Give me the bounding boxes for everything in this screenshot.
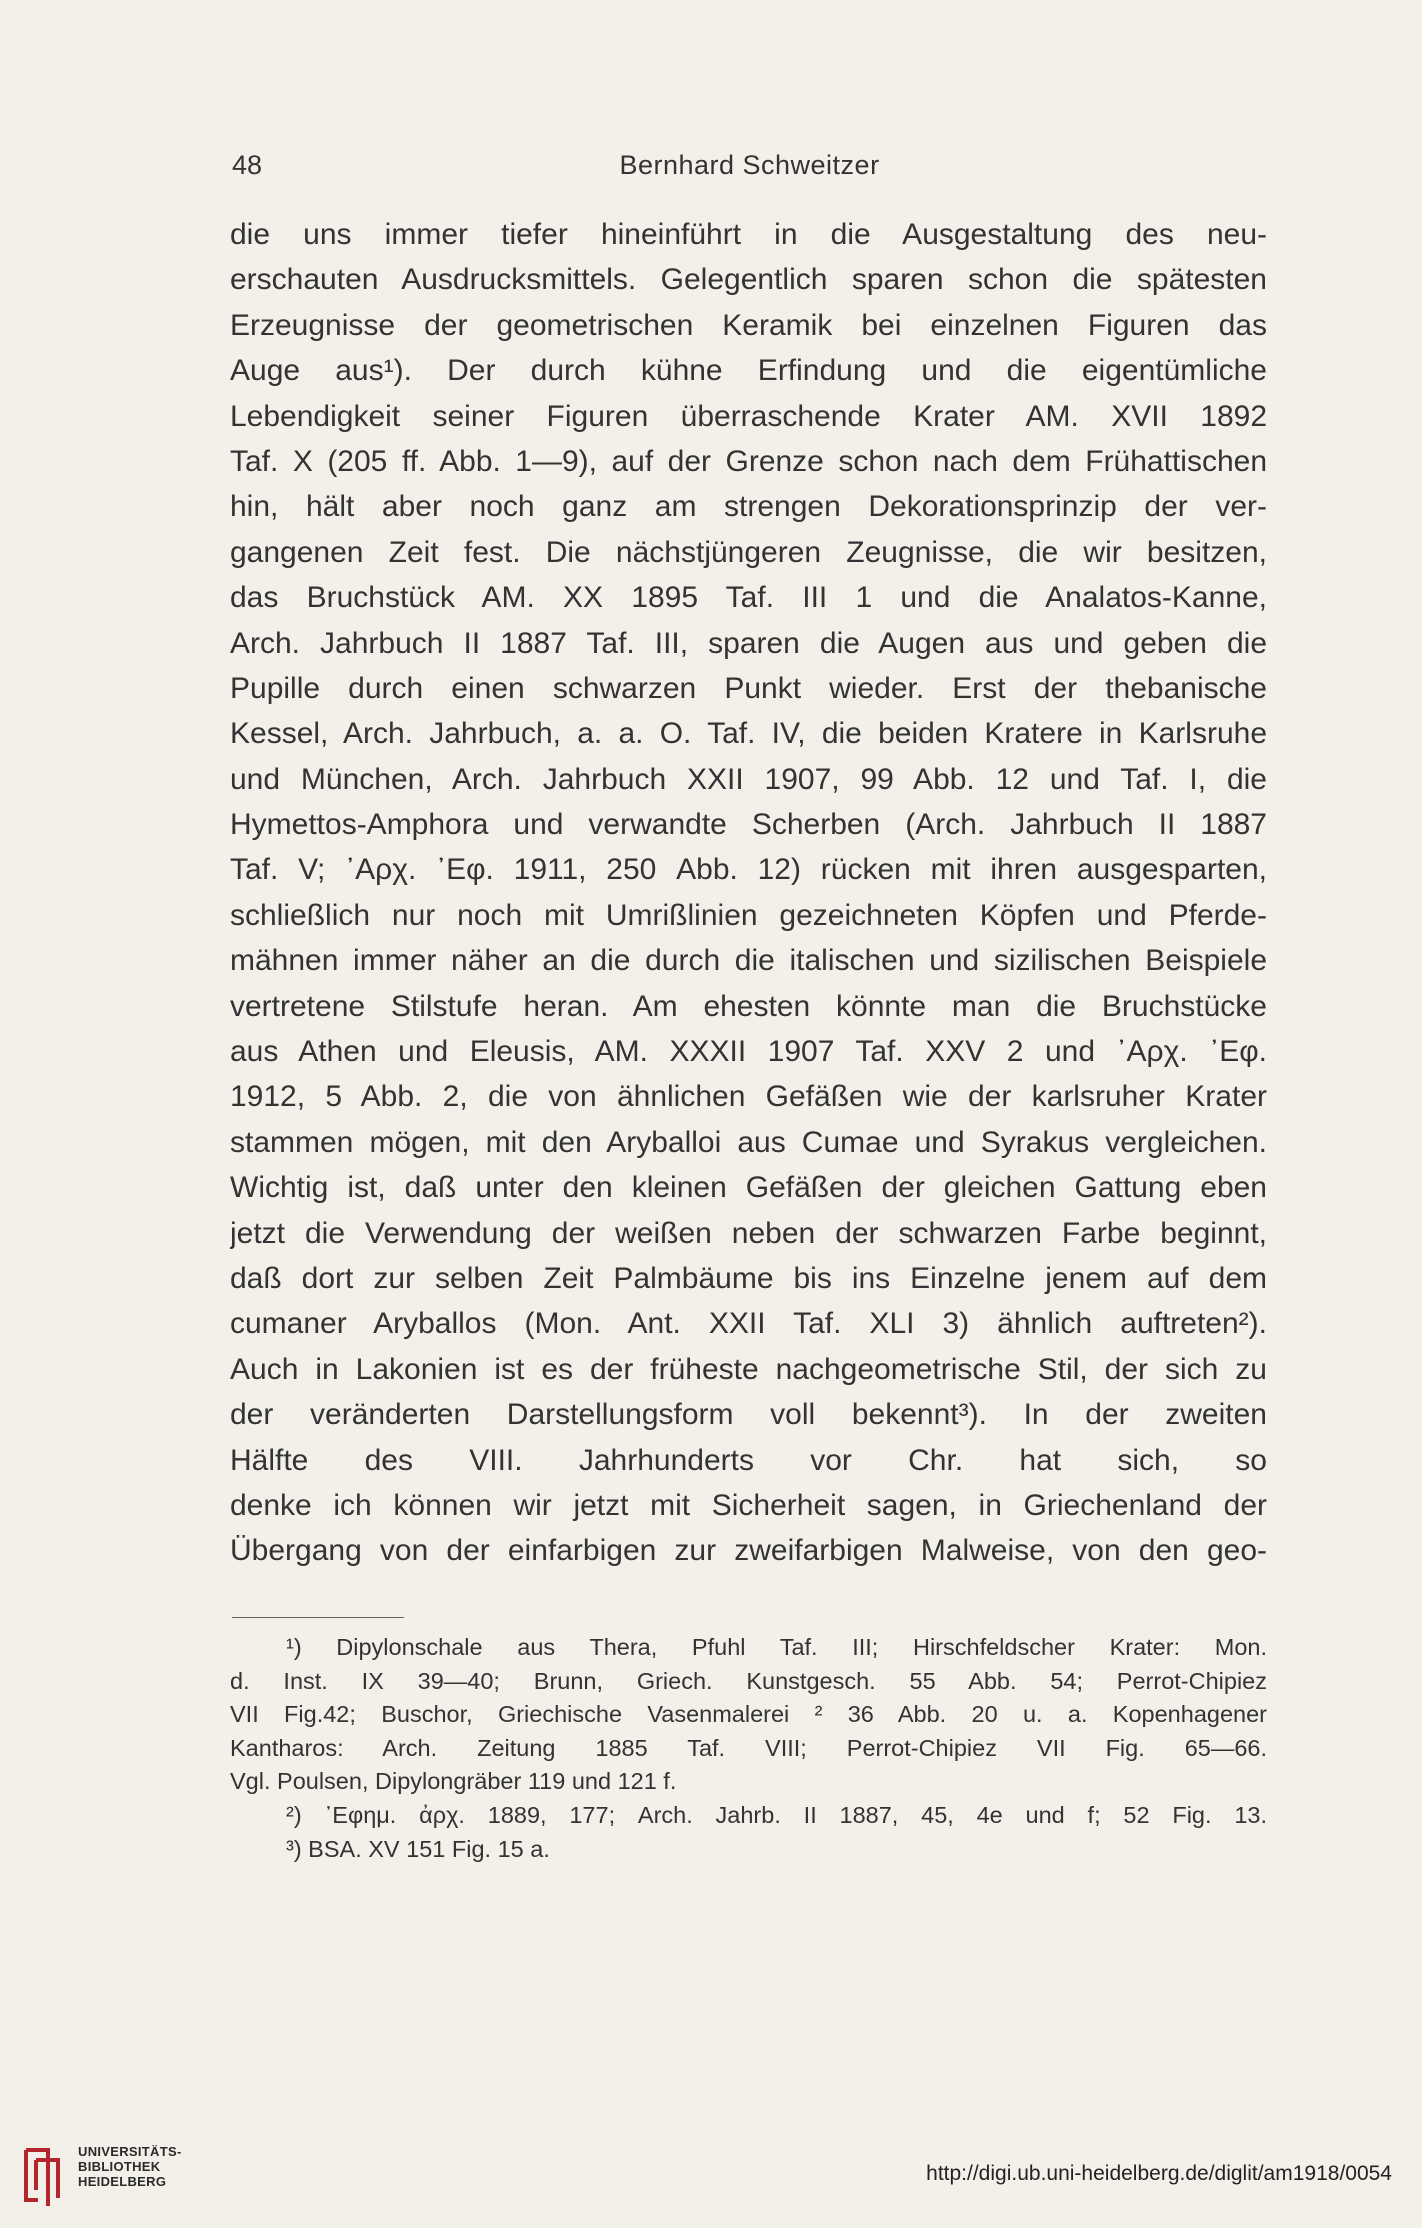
footnote-separator bbox=[232, 1617, 404, 1618]
running-title-author: Bernhard Schweitzer bbox=[619, 150, 880, 180]
body-line: Übergang von der einfarbigen zur zweifarbigen Malweise, von den geo- bbox=[230, 1534, 1267, 1568]
footnote-line: ¹) Dipylonschale aus Thera, Pfuhl Taf. III; Hirschfeldscher Krater: Mon. bbox=[286, 1634, 1267, 1660]
body-line: das Bruchstück AM. XX 1895 Taf. III 1 und die Analatos-Kanne, bbox=[230, 581, 1267, 615]
body-line: Auch in Lakonien ist es der früheste nachgeometrische Stil, der sich zu bbox=[230, 1352, 1267, 1386]
page-number: 48 bbox=[232, 150, 263, 180]
body-line: Arch. Jahrbuch II 1887 Taf. III, sparen die Augen aus und geben die bbox=[230, 626, 1267, 660]
body-line: denke ich können wir jetzt mit Sicherheit sagen, in Griechenland der bbox=[230, 1488, 1267, 1522]
body-line: Taf. V; ᾿Αρχ. ᾿Εφ. 1911, 250 Abb. 12) rücken mit ihren ausgesparten, bbox=[230, 853, 1267, 887]
body-line: gangenen Zeit fest. Die nächstjüngeren Zeugnisse, die wir besitzen, bbox=[230, 535, 1267, 569]
body-line: Kessel, Arch. Jahrbuch, a. a. O. Taf. IV, die beiden Kratere in Karlsruhe bbox=[230, 717, 1267, 751]
body-line: und München, Arch. Jahrbuch XXII 1907, 99 Abb. 12 und Taf. I, die bbox=[230, 762, 1267, 796]
body-line: Hymettos-Amphora und verwandte Scherben (Arch. Jahrbuch II 1887 bbox=[230, 808, 1267, 842]
footnote-line: ²) ᾿Εφημ. ἀρχ. 1889, 177; Arch. Jahrb. II 1887, 45, 4e und f; 52 Fig. 13. bbox=[286, 1801, 1267, 1828]
body-line: Pupille durch einen schwarzen Punkt wieder. Erst der thebanische bbox=[230, 671, 1267, 705]
body-line: 1912, 5 Abb. 2, die von ähnlichen Gefäßen wie der karlsruher Krater bbox=[230, 1080, 1267, 1114]
body-line: aus Athen und Eleusis, AM. XXXII 1907 Taf. XXV 2 und ᾿Αρχ. ᾿Εφ. bbox=[230, 1035, 1267, 1069]
body-line: daß dort zur selben Zeit Palmbäume bis ins Einzelne jenem auf dem bbox=[230, 1261, 1267, 1295]
footnote-line: Vgl. Poulsen, Dipylongräber 119 und 121 f. bbox=[230, 1768, 677, 1795]
body-line: mähnen immer näher an die durch die italischen und sizilischen Beispiele bbox=[230, 944, 1267, 978]
library-name-line: HEIDELBERG bbox=[78, 2174, 167, 2189]
body-line: schließlich nur noch mit Umrißlinien gezeichneten Köpfen und Pferde- bbox=[230, 898, 1267, 932]
body-line: Auge aus¹). Der durch kühne Erfindung und die eigentümliche bbox=[230, 354, 1267, 388]
body-line: stammen mögen, mit den Aryballoi aus Cumae und Syrakus vergleichen. bbox=[230, 1125, 1267, 1159]
footnote-line: d. Inst. IX 39—40; Brunn, Griech. Kunstgesch. 55 Abb. 54; Perrot-Chipiez bbox=[230, 1667, 1267, 1694]
footnotes bbox=[230, 1631, 1267, 1866]
library-name-line: BIBLIOTHEK bbox=[78, 2159, 161, 2174]
body-line: Lebendigkeit seiner Figuren überraschende Krater AM. XVII 1892 bbox=[230, 399, 1267, 433]
body-line: Wichtig ist, daß unter den kleinen Gefäßen der gleichen Gattung eben bbox=[230, 1171, 1267, 1205]
body-line: der veränderten Darstellungsform voll bekennt³). In der zweiten bbox=[230, 1398, 1267, 1432]
body-line: cumaner Aryballos (Mon. Ant. XXII Taf. XLI 3) ähnlich auftreten²). bbox=[230, 1307, 1267, 1341]
body-line: Erzeugnisse der geometrischen Keramik bei einzelnen Figuren das bbox=[230, 308, 1267, 342]
body-line: erschauten Ausdrucksmittels. Gelegentlich sparen schon die spätesten bbox=[230, 263, 1267, 297]
body-line: Taf. X (205 ff. Abb. 1—9), auf der Grenze schon nach dem Frühattischen bbox=[230, 444, 1267, 478]
body-line: die uns immer tiefer hineinführt in die Ausgestaltung des neu- bbox=[230, 218, 1267, 251]
footnote-line: ³) BSA. XV 151 Fig. 15 a. bbox=[286, 1835, 550, 1862]
body-line: Hälfte des VIII. Jahrhunderts vor Chr. hat sich, so bbox=[230, 1443, 1267, 1477]
footnote-line: Kantharos: Arch. Zeitung 1885 Taf. VIII; Perrot-Chipiez VII Fig. 65—66. bbox=[230, 1734, 1267, 1761]
body-text bbox=[230, 212, 1267, 1574]
body-line: vertretene Stilstufe heran. Am ehesten könnte man die Bruchstücke bbox=[230, 989, 1267, 1023]
source-url[interactable]: http://digi.ub.uni-heidelberg.de/diglit/am1918/0054 bbox=[926, 2162, 1392, 2185]
body-line: jetzt die Verwendung der weißen neben der schwarzen Farbe beginnt, bbox=[230, 1216, 1267, 1250]
footnote-line: VII Fig.42; Buschor, Griechische Vasenmalerei ² 36 Abb. 20 u. a. Kopenhagener bbox=[230, 1701, 1267, 1728]
body-line: hin, hält aber noch ganz am strengen Dekorationsprinzip der ver- bbox=[230, 490, 1267, 524]
running-header bbox=[232, 150, 1267, 186]
library-name bbox=[78, 2144, 182, 2189]
library-name-line: UNIVERSITÄTS- bbox=[78, 2144, 182, 2159]
